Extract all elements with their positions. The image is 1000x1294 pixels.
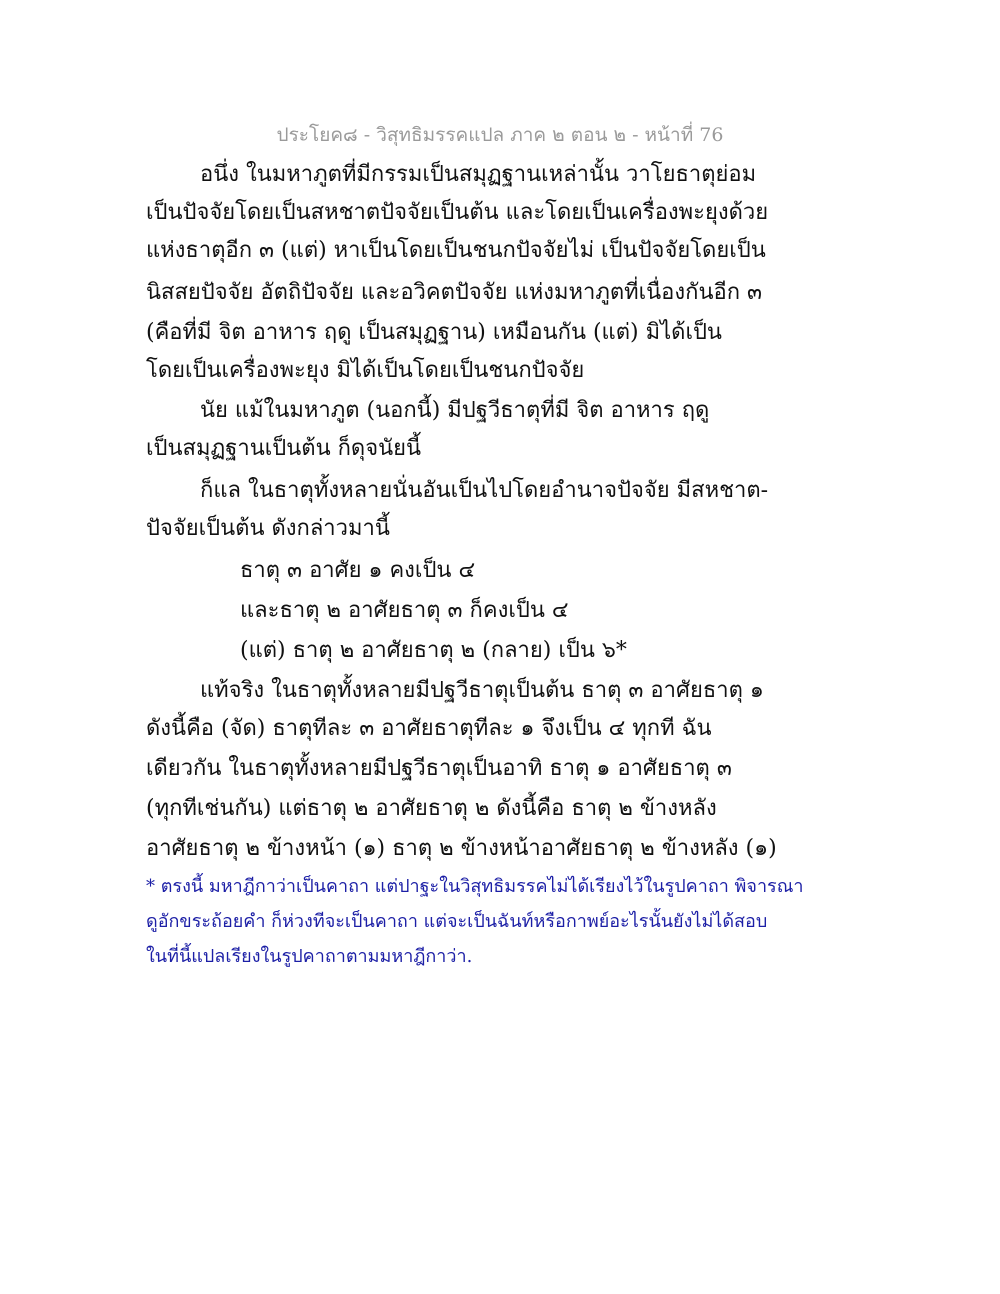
text-line: อนึ่ง ในมหาภูตที่มีกรรมเป็นสมุฏฐานเหล่านั้น วาโยธาตุย่อม xyxy=(200,162,757,187)
footnote-line: ในที่นี้แปลเรียงในรูปคาถาตามมหาฎีกาว่า. xyxy=(146,946,473,967)
text-line: แท้จริง ในธาตุทั้งหลายมีปฐวีธาตุเป็นต้น ธาตุ ๓ อาศัยธาตุ ๑ xyxy=(200,678,764,703)
text-line: เป็นปัจจัยโดยเป็นสหชาตปัจจัยเป็นต้น และโดยเป็นเครื่องพะยุงด้วย xyxy=(146,200,769,225)
text-line: (ทุกทีเช่นกัน) แต่ธาตุ ๒ อาศัยธาตุ ๒ ดังนี้คือ ธาตุ ๒ ข้างหลัง xyxy=(146,796,717,821)
text-line: โดยเป็นเครื่องพะยุง มิได้เป็นโดยเป็นชนกปัจจัย xyxy=(146,358,585,383)
text-line: นัย แม้ในมหาภูต (นอกนี้) มีปฐวีธาตุที่มี จิต อาหาร ฤดู xyxy=(200,398,710,423)
text-line: เดียวกัน ในธาตุทั้งหลายมีปฐวีธาตุเป็นอาทิ ธาตุ ๑ อาศัยธาตุ ๓ xyxy=(146,756,732,781)
footnote-line: ดูอักขระถ้อยคำ ก็ห่วงทีจะเป็นคาถา แต่จะเป็นฉันท์หรือกาพย์อะไรนั้นยังไม่ได้สอบ xyxy=(146,911,768,932)
verse-line: (แต่) ธาตุ ๒ อาศัยธาตุ ๒ (กลาย) เป็น ๖* xyxy=(240,638,627,663)
text-line: (คือที่มี จิต อาหาร ฤดู เป็นสมุฏฐาน) เหมือนกัน (แต่) มิได้เป็น xyxy=(146,320,722,345)
page-header: ประโยค๘ - วิสุทธิมรรคแปล ภาค ๒ ตอน ๒ - หน้าที่ 76 xyxy=(276,124,724,146)
text-line: ดังนี้คือ (จัด) ธาตุทีละ ๓ อาศัยธาตุทีละ ๑ จึงเป็น ๔ ทุกที ฉัน xyxy=(146,716,712,741)
verse-line: และธาตุ ๒ อาศัยธาตุ ๓ ก็คงเป็น ๔ xyxy=(240,598,569,623)
text-line: ปัจจัยเป็นต้น ดังกล่าวมานี้ xyxy=(146,516,390,541)
text-line: เป็นสมุฏฐานเป็นต้น ก็ดุจนัยนี้ xyxy=(146,436,422,461)
text-line: นิสสยปัจจัย อัตถิปัจจัย และอวิคตปัจจัย แห่งมหาภูตที่เนื่องกันอีก ๓ xyxy=(146,280,763,305)
text-line: แห่งธาตุอีก ๓ (แต่) หาเป็นโดยเป็นชนกปัจจัยไม่ เป็นปัจจัยโดยเป็น xyxy=(146,238,766,263)
text-line: ก็แล ในธาตุทั้งหลายนั่นอันเป็นไปโดยอำนาจปัจจัย มีสหชาต- xyxy=(200,478,769,503)
verse-line: ธาตุ ๓ อาศัย ๑ คงเป็น ๔ xyxy=(240,558,476,583)
footnote-line: * ตรงนี้ มหาฎีกาว่าเป็นคาถา แต่ปาฐะในวิสุทธิมรรคไม่ได้เรียงไว้ในรูปคาถา พิจารณา xyxy=(146,876,804,897)
text-line: อาศัยธาตุ ๒ ข้างหน้า (๑) ธาตุ ๒ ข้างหน้าอาศัยธาตุ ๒ ข้างหลัง (๑) xyxy=(146,836,777,861)
